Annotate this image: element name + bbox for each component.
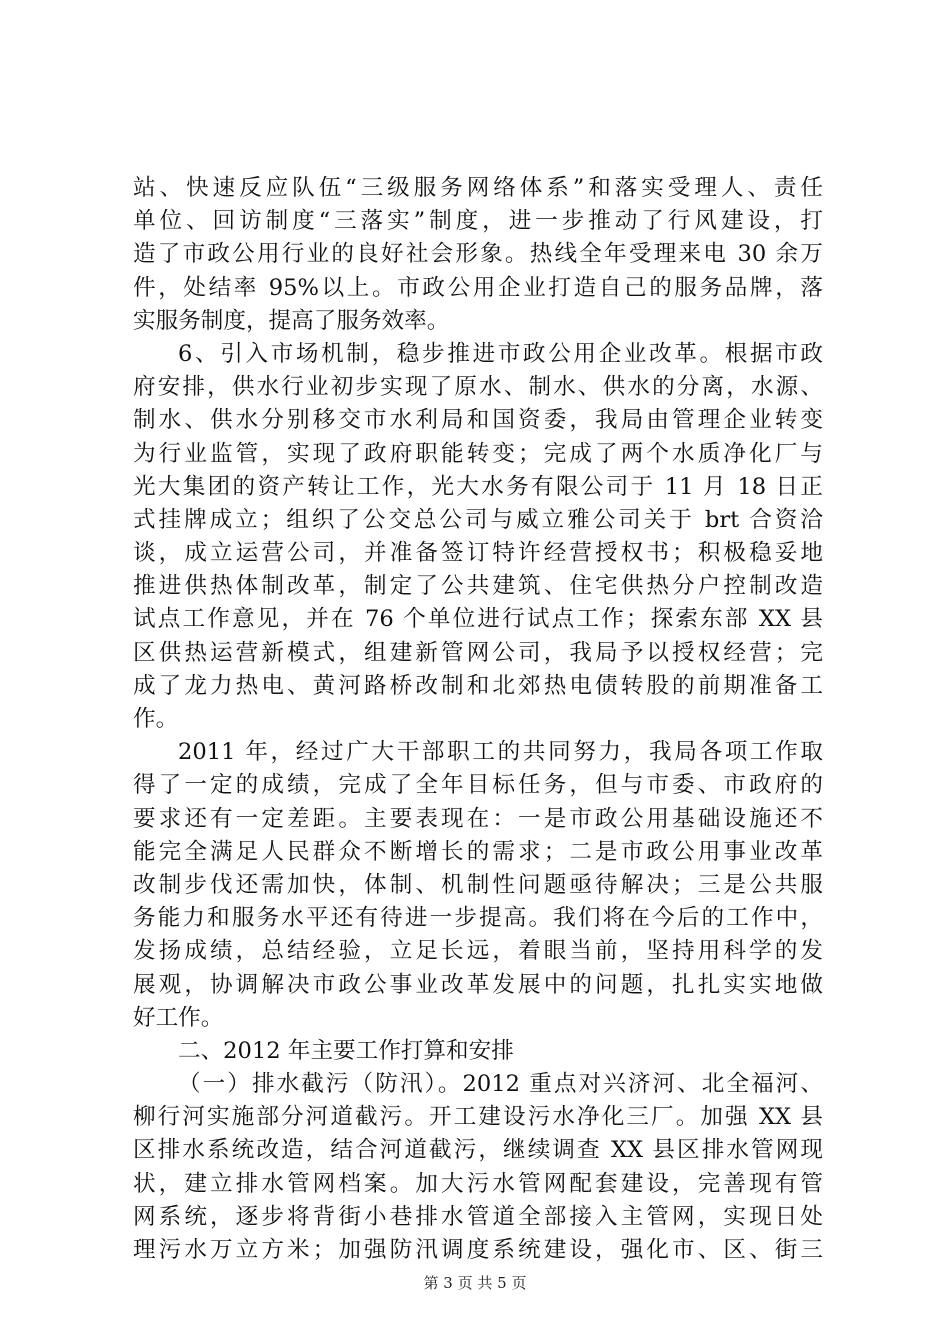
text-line: （一）排水截污（防汛）。2012 重点对兴济河、北全福河、 — [178, 1071, 823, 1098]
text-line: 单位、回访制度“三落实”制度，进一步推动了行风建设，打 — [133, 208, 823, 235]
text-line: 能完全满足人民群众不断增长的需求；二是市政公用事业改革 — [133, 838, 823, 865]
text-line: 发扬成绩，总结经验，立足长远，着眼当前，坚持用科学的发 — [133, 938, 823, 965]
text-line: 改制步伐还需加快，体制、机制性问题亟待解决；三是公共服 — [133, 871, 823, 898]
text-line: 二、2012 年主要工作打算和安排 — [178, 1037, 514, 1064]
page-number-footer: 第 3 页 共 5 页 — [423, 1274, 527, 1292]
paragraph — [133, 736, 823, 1035]
text-line: 为行业监管，实现了政府职能转变；完成了两个水质净化厂与 — [133, 440, 823, 467]
text-line: 光大集团的资产转让工作，光大水务有限公司于 11 月 18 日正 — [133, 473, 823, 500]
text-line: 区排水系统改造，结合河道截污，继续调查 XX 县区排水管网现 — [133, 1137, 823, 1164]
text-line: 区供热运营新模式，组建新管网公司，我局予以授权经营；完 — [133, 639, 823, 666]
text-line: 柳行河实施部分河道截污。开工建设污水净化三厂。加强 XX 县 — [133, 1104, 823, 1131]
text-line: 理污水万立方米；加强防汛调度系统建设，强化市、区、街三 — [133, 1237, 823, 1263]
text-line: 作。 — [133, 706, 179, 732]
text-line: 式挂牌成立；组织了公交总公司与威立雅公司关于 brt 合资洽 — [133, 506, 823, 533]
text-line: 状，建立排水管网档案。加大污水管网配套建设，完善现有管 — [133, 1170, 823, 1197]
text-line: 6、引入市场机制，稳步推进市政公用企业改革。根据市政 — [178, 340, 823, 367]
text-line: 网系统，逐步将背街小巷排水管道全部接入主管网，实现日处 — [133, 1203, 823, 1230]
text-line: 造了市政公用行业的良好社会形象。热线全年受理来电 30 余万 — [133, 241, 823, 268]
document-body — [133, 172, 823, 1267]
text-line: 谈，成立运营公司，并准备签订特许经营授权书；积极稳妥地 — [133, 540, 823, 567]
text-line: 要求还有一定差距。主要表现在：一是市政公用基础设施还不 — [133, 805, 823, 832]
text-line: 得了一定的成绩，完成了全年目标任务，但与市委、市政府的 — [133, 772, 823, 799]
text-line: 实服务制度，提高了服务效率。 — [133, 307, 450, 334]
text-line: 展观，协调解决市政公事业改革发展中的问题，扎扎实实地做 — [133, 971, 823, 998]
text-line: 府安排，供水行业初步实现了原水、制水、供水的分离，水源、 — [133, 374, 823, 401]
paragraph — [133, 338, 823, 736]
paragraph — [133, 172, 823, 338]
text-line: 站、快速反应队伍“三级服务网络体系”和落实受理人、责任 — [133, 175, 823, 201]
text-line: 推进供热体制改革，制定了公共建筑、住宅供热分户控制改造 — [133, 573, 823, 600]
text-line: 件，处结率 95%以上。市政公用企业打造自己的服务品牌，落 — [133, 274, 823, 301]
text-line: 务能力和服务水平还有待进一步提高。我们将在今后的工作中， — [133, 905, 823, 932]
text-line: 好工作。 — [133, 1004, 224, 1031]
paragraph — [133, 1068, 823, 1267]
paragraph — [133, 1035, 823, 1068]
text-line: 2011 年，经过广大干部职工的共同努力，我局各项工作取 — [178, 739, 823, 766]
text-line: 制水、供水分别移交市水利局和国资委，我局由管理企业转变 — [133, 407, 823, 434]
text-line: 试点工作意见，并在 76 个单位进行试点工作；探索东部 XX 县 — [133, 606, 823, 633]
text-line: 成了龙力热电、黄河路桥改制和北郊热电债转股的前期准备工 — [133, 672, 823, 699]
